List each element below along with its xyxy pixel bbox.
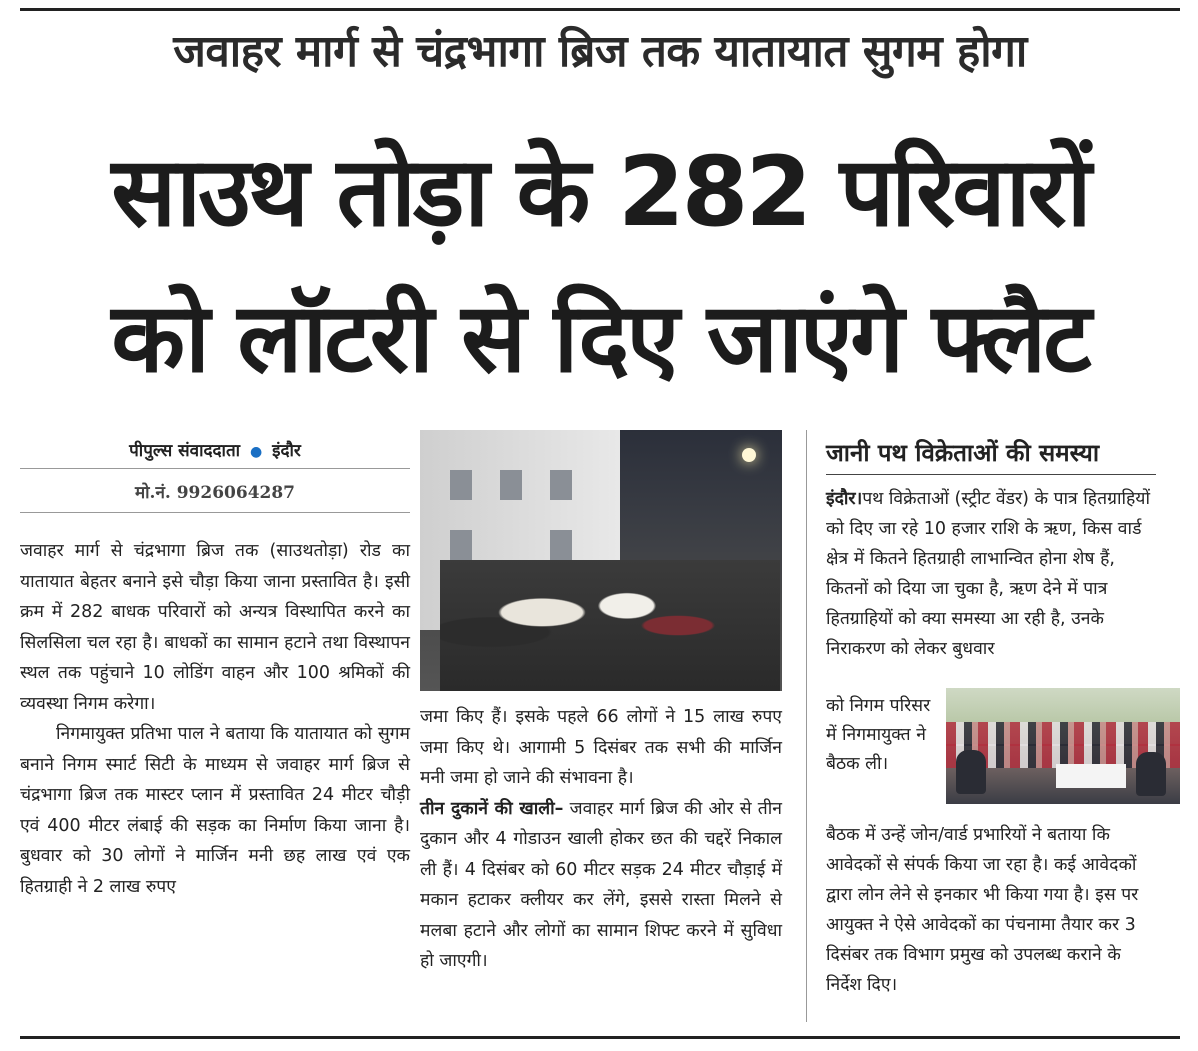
photo-person <box>1136 752 1166 796</box>
sidebar-title-rule <box>826 474 1156 475</box>
photo-person <box>956 750 986 794</box>
article-paragraph-1: जवाहर मार्ग से चंद्रभागा ब्रिज तक (साउथतोड़ा) रोड का यातायात बेहतर बनाने इसे चौड़ा किया जाना प्रस्तावित है। इसी क्रम में 282 बाधक परिवारों को अन्यत्र विस्थापित करने का सिलसिला चल रहा है। बाधकों का सामान हटाने तथा विस्थापन स्थल तक पहुंचाने 10 लोडिंग वाहन और 100 श्रमिकों की व्यवस्था निगम करेगा। <box>20 541 410 714</box>
byline-reporter: पीपुल्स संवाददाता <box>129 441 241 461</box>
photo-audience-row <box>946 722 1180 746</box>
headline-line-2: को लॉटरी से दिए जाएंगे फ्लैट <box>111 282 1089 394</box>
photo-window <box>450 530 472 560</box>
byline-city: इंदौर <box>272 441 301 461</box>
column-divider <box>806 430 807 1022</box>
article-paragraph-3: जमा किए हैं। इसके पहले 66 लोगों ने 15 लाख रुपए जमा किए थे। आगामी 5 दिसंबर तक सभी की मार्जिन मनी जमा हो जाने की संभावना है। <box>420 707 782 788</box>
photo-window <box>550 470 572 500</box>
phone-divider <box>20 512 410 513</box>
sidebar-paragraph-2: बैठक में उन्हें जोन/वार्ड प्रभारियों ने बताया कि आवेदकों से संपर्क किया जा रहा है। कई आवेदकों द्वारा लोन लेने से इनकार भी किया गया है। इस पर आयुक्त ने ऐसे आवेदकों का पंचनामा तैयार कर 3 दिसंबर तक विभाग प्रमुख को उपलब्ध कराने के निर्देश दिए। <box>826 825 1139 995</box>
photo-window <box>450 470 472 500</box>
sidebar-column <box>826 484 1156 664</box>
sidebar-title: जानी पथ विक्रेताओं की समस्या <box>826 439 1100 467</box>
article-paragraph-4 <box>420 794 782 977</box>
sidebar-paragraph-1: पथ विक्रेताओं (स्ट्रीट वेंडर) के पात्र हितग्राहियों को दिए जा रहे 10 हजार राशि के ऋण, किस वार्ड क्षेत्र में कितने हितग्राही लाभान्वित होना शेष हैं, कितनों को दिया जा चुका है, ऋण देने में पात्र हितग्राहियों को क्या समस्या आ रही है, उनके निराकरण को लेकर बुधवार <box>826 489 1150 659</box>
article-paragraph-2: निगमायुक्त प्रतिभा पाल ने बताया कि यातायात को सुगम बनाने निगम स्मार्ट सिटी के माध्यम से जवाहर मार्ग ब्रिज से चंद्रभागा ब्रिज तक मास्टर प्लान में प्रस्तावित 24 मीटर चौड़ी एवं 400 मीटर लंबाई की सड़क का निर्माण किया जाना है। बुधवार को 30 लोगों ने मार्जिन मनी छह लाख एवं एक हितग्राही ने 2 लाख रुपए <box>20 724 410 897</box>
bullet-dot-icon: ● <box>249 444 263 460</box>
sidebar-dateline: इंदौर। <box>826 489 863 509</box>
sidebar-paragraph-1-continued: को निगम परिसर में निगमायुक्त ने बैठक ली। <box>826 696 931 774</box>
sidebar-photo-meeting <box>946 688 1180 804</box>
headline-line-1: साउथ तोड़ा के 282 परिवारों <box>111 136 1089 248</box>
reporter-phone: मो.नं. 9926064287 <box>134 483 296 503</box>
byline <box>20 438 410 461</box>
article-subhead: तीन दुकानें की खाली– <box>420 798 564 819</box>
photo-table <box>1056 764 1126 788</box>
photo-window <box>500 470 522 500</box>
article-column-1 <box>20 536 410 902</box>
photo-window <box>550 530 572 560</box>
photo-crowd <box>440 560 780 691</box>
top-rule <box>20 8 1180 11</box>
bottom-rule <box>20 1036 1180 1039</box>
article-photo-meeting <box>420 430 782 691</box>
kicker-headline: जवाहर मार्ग से चंद्रभागा ब्रिज तक यातायात सुगम होगा <box>173 26 1027 77</box>
street-lamp <box>742 448 756 462</box>
article-column-2 <box>420 702 782 977</box>
article-paragraph-4-text: जवाहर मार्ग ब्रिज की ओर से तीन दुकान और 4 गोडाउन खाली होकर छत की चद्दरें निकाल ली हैं। 4 दिसंबर को 60 मीटर सड़क 24 मीटर चौड़ाई में मकान हटाकर क्लीयर कर लेंगे, इससे रास्ता मिलने से मलबा हटाने और लोगों का सामान शिफ्ट करने में सुविधा हो जाएगी। <box>420 798 782 971</box>
byline-divider <box>20 468 410 469</box>
